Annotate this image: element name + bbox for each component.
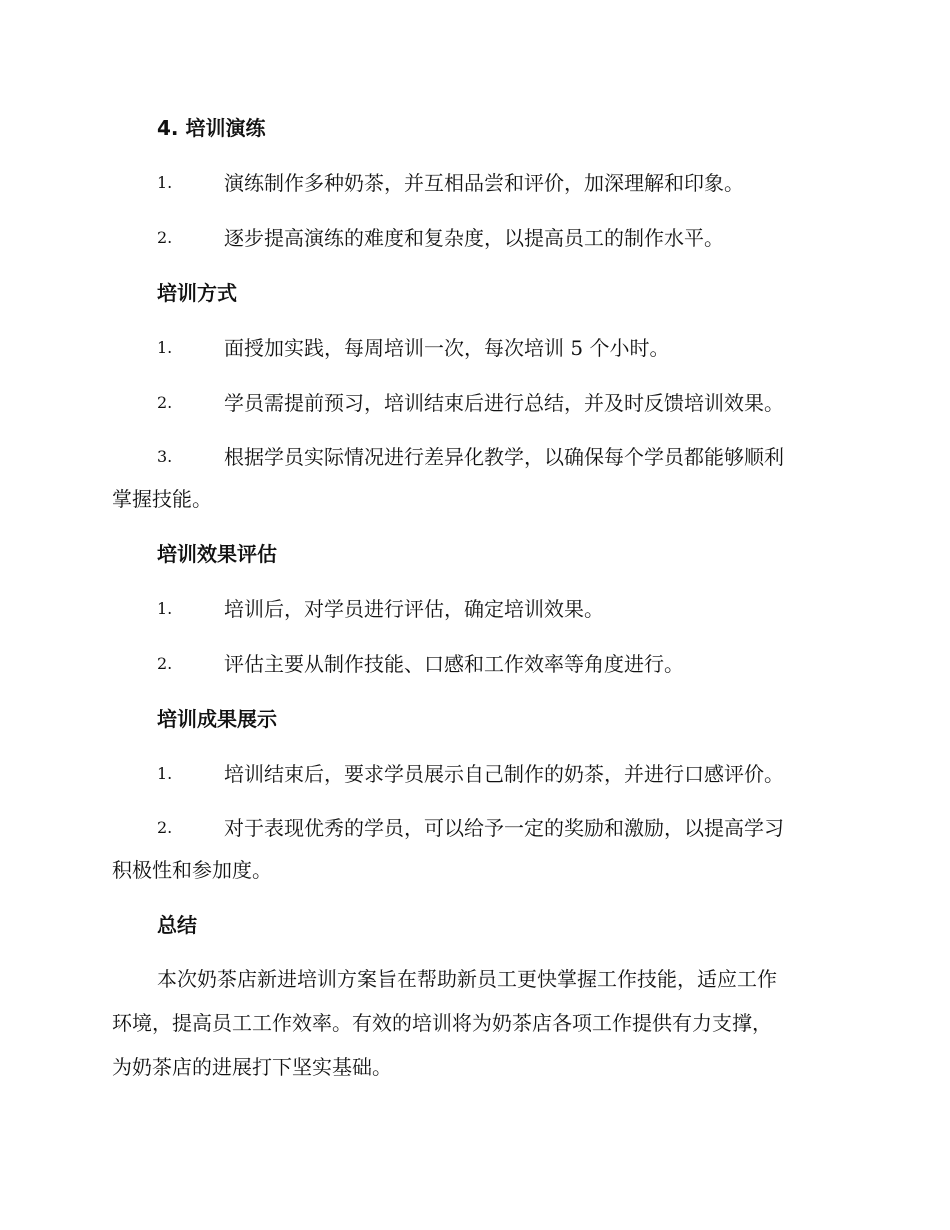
list-text: 学员需提前预习，培训结束后进行总结，并及时反馈培训效果。 [224, 391, 784, 415]
list-text: 演练制作多种奶茶，并互相品尝和评价，加深理解和印象。 [224, 171, 744, 195]
list-text: 培训结束后，要求学员展示自己制作的奶茶，并进行口感评价。 [224, 762, 784, 786]
section-heading-training-method: 培训方式 [157, 281, 237, 305]
list-number: 1. [157, 599, 173, 618]
list-number: 2. [157, 393, 173, 412]
list-text: 对于表现优秀的学员，可以给予一定的奖励和激励，以提高学习 [224, 816, 784, 840]
list-number: 2. [157, 818, 173, 837]
section-heading-summary: 总结 [157, 913, 197, 937]
paragraph-line: 环境，提高员工工作效率。有效的培训将为奶茶店各项工作提供有力支撑， [112, 1011, 772, 1035]
list-number: 1. [157, 764, 173, 783]
list-number: 2. [157, 228, 173, 247]
paragraph-line: 本次奶茶店新进培训方案旨在帮助新员工更快掌握工作技能，适应工作 [157, 967, 777, 991]
list-number: 2. [157, 654, 173, 673]
section-heading-training-evaluation: 培训效果评估 [157, 542, 277, 566]
list-text: 逐步提高演练的难度和复杂度，以提高员工的制作水平。 [224, 226, 724, 250]
list-number: 3. [157, 447, 173, 466]
list-number: 1. [157, 173, 173, 192]
list-text: 面授加实践，每周培训一次，每次培训 5 个小时。 [224, 336, 670, 360]
list-text: 培训后，对学员进行评估，确定培训效果。 [224, 597, 604, 621]
list-number: 1. [157, 338, 173, 357]
list-text-continuation: 积极性和参加度。 [112, 858, 272, 882]
paragraph-line: 为奶茶店的进展打下坚实基础。 [112, 1055, 392, 1079]
list-text: 评估主要从制作技能、口感和工作效率等角度进行。 [224, 652, 684, 676]
section-heading-training-results: 培训成果展示 [157, 707, 277, 731]
list-text: 根据学员实际情况进行差异化教学，以确保每个学员都能够顺利 [224, 445, 784, 469]
section-heading-training-drill: 4. 培训演练 [157, 116, 266, 140]
list-text-continuation: 掌握技能。 [112, 487, 212, 511]
summary-paragraph [112, 957, 832, 1089]
